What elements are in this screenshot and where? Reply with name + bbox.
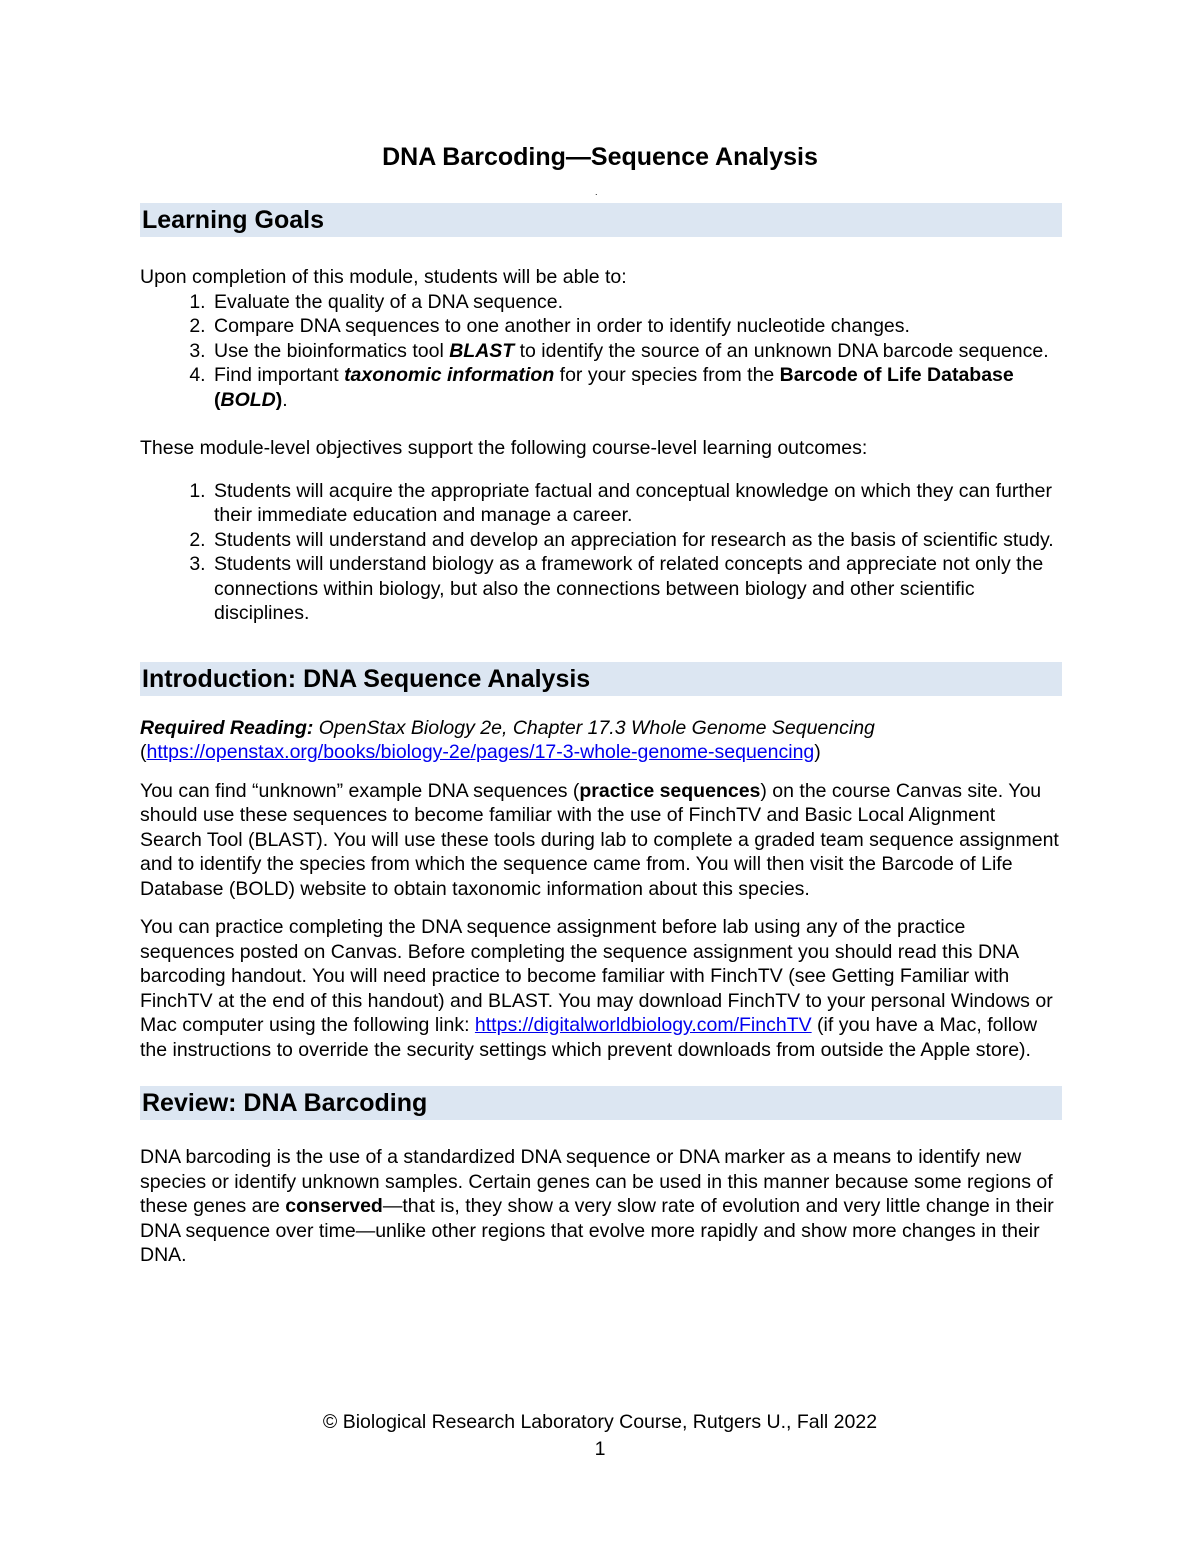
finchtv-link[interactable]: https://digitalworldbiology.com/FinchTV: [474, 1014, 812, 1036]
intro-paragraph-2: You can practice completing the DNA sequence assignment before lab using any of the practice sequences posted on Canvas. Before completing the sequence assignment you should read this DNA barcoding handout. You will need practice to become familiar with FinchTV (see Getting Familiar with FinchTV at the end of this handout) and BLAST. You may download FinchTV to your personal Windows or Mac computer using the following link: https://digitalworldbiology.com/FinchTV (if you have a Mac, follow the instructions to override the security settings which prevent downloads from outside the Apple store).: [140, 916, 1053, 1061]
list-item: 1. Evaluate the quality of a DNA sequence.: [211, 290, 1062, 315]
bold-term: BOLD: [220, 388, 276, 411]
taxonomic-info-term: taxonomic information: [344, 364, 555, 386]
outcomes-list: [140, 479, 1062, 626]
learning-goals-heading: Learning Goals: [140, 203, 1062, 237]
list-item: 2. Compare DNA sequences to one another in order to identify nucleotide changes.: [211, 314, 1062, 339]
learning-goals-intro: Upon completion of this module, students will be able to:: [140, 266, 627, 288]
introduction-heading: Introduction: DNA Sequence Analysis: [140, 662, 1062, 696]
intro-paragraph-1: You can find “unknown” example DNA sequences (practice sequences) on the course Canvas site. You should use these sequences to become familiar with the use of FinchTV and Basic Local Alignment Search Tool (BLAST). You will use these tools during lab to complete a graded team sequence assignment and to identify the species from which the sequence came from. You will then visit the Barcode of Life Database (BOLD) website to obtain taxonomic information about this species.: [140, 779, 1059, 900]
required-reading: Required Reading: OpenStax Biology 2e, Chapter 17.3 Whole Genome Sequencing (https://openstax.org/books/biology-2e/pages/17-3-whole-genome-sequencing): [140, 716, 875, 763]
document-body: [140, 203, 1062, 1268]
outcomes-intro: These module-level objectives support the following course-level learning outcomes:: [140, 437, 868, 459]
review-heading: Review: DNA Barcoding: [140, 1086, 1062, 1120]
page-title: DNA Barcoding—Sequence Analysis: [382, 143, 818, 171]
page-number: 1: [594, 1438, 606, 1460]
list-item: 1. Students will acquire the appropriate factual and conceptual knowledge on which they can further their immediate education and manage a career.: [211, 479, 1062, 528]
list-item: 3. Use the bioinformatics tool BLAST to identify the source of an unknown DNA barcode sequence.: [211, 339, 1062, 364]
footer-copyright: © Biological Research Laboratory Course, Rutgers U., Fall 2022: [322, 1411, 878, 1433]
title-dot: .: [595, 187, 598, 197]
review-paragraph: DNA barcoding is the use of a standardized DNA sequence or DNA marker as a means to identify new species or identify unknown samples. Certain genes can be used in this manner because some regions of these genes are conserved—that is, they show a very slow rate of evolution and very little change in their DNA sequence over time—unlike other regions that evolve more rapidly and show more changes in their DNA.: [140, 1146, 1054, 1266]
openstax-link[interactable]: https://openstax.org/books/biology-2e/pages/17-3-whole-genome-sequencing: [146, 741, 815, 763]
list-item: 3. Students will understand biology as a framework of related concepts and appreciate not only the connections within biology, but also the connections between biology and other scientific disciplines.: [211, 552, 1062, 626]
blast-term: BLAST: [449, 339, 515, 362]
learning-goals-list: [140, 290, 1062, 413]
list-item: 2. Students will understand and develop an appreciation for research as the basis of scientific study.: [211, 528, 1062, 553]
list-item: 4. Find important taxonomic information for your species from the Barcode of Life Database (BOLD).: [211, 363, 1062, 412]
